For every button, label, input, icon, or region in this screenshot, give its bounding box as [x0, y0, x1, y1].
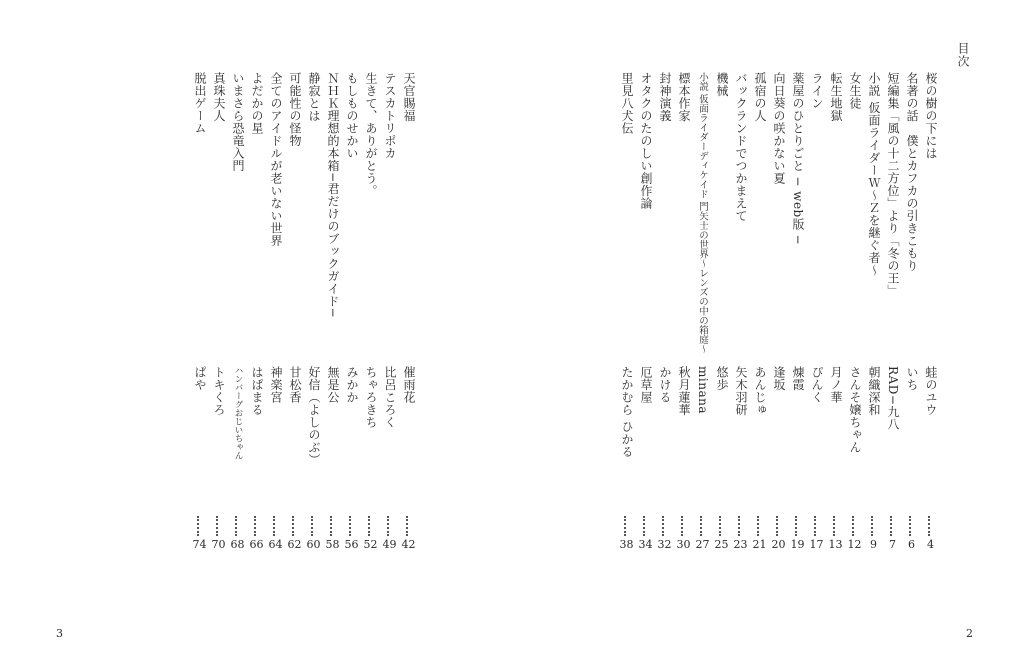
dot-leader: [311, 516, 315, 536]
right-page-entries: [608, 72, 940, 562]
entry-title: 女生徒: [848, 72, 862, 110]
entry-author: 逢坂: [772, 366, 786, 391]
entry-title: ＮＨＫ理想的本箱−君だけのブックガイド−: [326, 72, 340, 319]
toc-entry[interactable]: [285, 72, 304, 562]
entry-page-number: 58: [325, 538, 340, 551]
entry-author: みかか: [345, 366, 359, 404]
entry-page-number: 52: [363, 538, 378, 551]
toc-entry[interactable]: [636, 72, 655, 562]
toc-entry[interactable]: [921, 72, 940, 562]
dot-leader: [197, 516, 201, 536]
entry-author: RAD−九八: [886, 366, 900, 431]
dot-leader: [928, 516, 932, 536]
dot-leader: [700, 516, 704, 536]
entry-author: 無是公: [326, 366, 340, 404]
entry-page-number: 20: [771, 538, 786, 551]
toc-entry[interactable]: [902, 72, 921, 562]
entry-author: ちゃろきち: [364, 366, 378, 429]
entry-page-number: 12: [847, 538, 862, 551]
entry-page-number: 30: [676, 538, 691, 551]
entry-page-number: 60: [306, 538, 321, 551]
entry-author: ぱや: [193, 366, 207, 391]
entry-page-number: 13: [828, 538, 843, 551]
dot-leader: [330, 516, 334, 536]
entry-page-number: 19: [790, 538, 805, 551]
dot-leader: [909, 516, 913, 536]
entry-title: 転生地獄: [829, 72, 843, 122]
entry-author: 厄草屋: [639, 366, 653, 404]
toc-entry[interactable]: [731, 72, 750, 562]
entry-author: 催雨花: [402, 366, 416, 404]
dot-leader: [349, 516, 353, 536]
entry-title: 静寂とは: [307, 72, 321, 122]
toc-entry[interactable]: [826, 72, 845, 562]
dot-leader: [387, 516, 391, 536]
entry-page-number: 64: [268, 538, 283, 551]
left-page-entries: [178, 72, 418, 562]
entry-title: よだかの星: [250, 72, 264, 135]
toc-heading: 目次: [956, 42, 970, 68]
toc-entry[interactable]: [399, 72, 418, 562]
entry-title: 薬屋のひとりごと − web版 −: [791, 72, 805, 246]
toc-entry[interactable]: [864, 72, 883, 562]
dot-leader: [643, 516, 647, 536]
entry-title: いまさら恐竜入門: [231, 72, 245, 172]
dot-leader: [795, 516, 799, 536]
entry-page-number: 68: [230, 538, 245, 551]
entry-page-number: 66: [249, 538, 264, 551]
dot-leader: [235, 516, 239, 536]
entry-page-number: 23: [733, 538, 748, 551]
toc-entry[interactable]: [342, 72, 361, 562]
dot-leader: [273, 516, 277, 536]
toc-entry[interactable]: [769, 72, 788, 562]
entry-author: 好信（よしのぶ）: [307, 366, 321, 466]
entry-title: 真珠夫人: [212, 72, 226, 122]
toc-entry[interactable]: [361, 72, 380, 562]
entry-author: 甘松香: [288, 366, 302, 404]
dot-leader: [757, 516, 761, 536]
entry-author: あんじゅ: [753, 366, 767, 416]
entry-title: テスカトリポカ: [383, 72, 397, 160]
dot-leader: [254, 516, 258, 536]
entry-title: 里見八犬伝: [620, 72, 634, 135]
toc-entry[interactable]: [674, 72, 693, 562]
entry-title: 脱出ゲーム: [193, 72, 207, 135]
dot-leader: [216, 516, 220, 536]
dot-leader: [814, 516, 818, 536]
left-page-number: 3: [56, 627, 63, 640]
toc-entry[interactable]: [190, 72, 209, 562]
entry-title: 標本作家: [677, 72, 691, 122]
entry-author: はぱまる: [250, 366, 264, 416]
toc-entry[interactable]: [380, 72, 399, 562]
entry-title: 孤宿の人: [753, 72, 767, 122]
entry-title: 全てのアイドルが老いない世界: [269, 72, 283, 247]
dot-leader: [662, 516, 666, 536]
entry-title: 小説 仮面ライダーディケイド 門矢士の世界〜レンズの中の箱庭〜: [697, 72, 708, 354]
toc-entry[interactable]: [247, 72, 266, 562]
toc-entry[interactable]: [845, 72, 864, 562]
entry-author: さんそ嬢ちゃん: [848, 366, 862, 454]
entry-author: 神楽宮: [269, 366, 283, 404]
entry-page-number: 32: [657, 538, 672, 551]
entry-title: 向日葵の咲かない夏: [772, 72, 786, 185]
entry-title: ライン: [810, 72, 824, 110]
entry-page-number: 21: [752, 538, 767, 551]
entry-page-number: 62: [287, 538, 302, 551]
entry-page-number: 42: [401, 538, 416, 551]
entry-title: 小説 仮面ライダーＷ〜Ｚを継ぐ者〜: [867, 72, 881, 277]
right-page-number: 2: [966, 627, 973, 640]
toc-entry[interactable]: [712, 72, 731, 562]
dot-leader: [852, 516, 856, 536]
toc-entry[interactable]: [228, 72, 247, 562]
entry-title: バックランドでつかまえて: [734, 72, 748, 222]
entry-page-number: 4: [927, 538, 934, 551]
entry-title: 天官賜福: [402, 72, 416, 122]
dot-leader: [890, 516, 894, 536]
entry-author: 朝織深和: [867, 366, 881, 416]
entry-page-number: 17: [809, 538, 824, 551]
entry-page-number: 74: [192, 538, 207, 551]
toc-entry[interactable]: [266, 72, 285, 562]
entry-title: 生きて、ありがとう。: [364, 72, 378, 197]
toc-entry[interactable]: [693, 72, 712, 562]
dot-leader: [406, 516, 410, 536]
entry-title: 可能性の怪物: [288, 72, 302, 147]
entry-title: オタクのたのしい創作論: [639, 72, 653, 210]
entry-author: いち: [905, 366, 919, 391]
toc-entry[interactable]: [883, 72, 902, 562]
entry-author: minana: [696, 366, 710, 414]
entry-title: 封神演義: [658, 72, 672, 122]
entry-title: 機械: [715, 72, 729, 97]
entry-page-number: 70: [211, 538, 226, 551]
toc-entry[interactable]: [617, 72, 636, 562]
dot-leader: [738, 516, 742, 536]
entry-author: ぴんく: [810, 366, 824, 404]
toc-entry[interactable]: [655, 72, 674, 562]
dot-leader: [833, 516, 837, 536]
toc-entry[interactable]: [304, 72, 323, 562]
toc-entry[interactable]: [807, 72, 826, 562]
entry-author: 比呂ころく: [383, 366, 397, 429]
entry-page-number: 34: [638, 538, 653, 551]
dot-leader: [624, 516, 628, 536]
entry-author: かける: [658, 366, 672, 404]
toc-entry[interactable]: [750, 72, 769, 562]
dot-leader: [871, 516, 875, 536]
entry-page-number: 27: [695, 538, 710, 551]
entry-author: 悠歩: [715, 366, 729, 391]
entry-author: たかむら ひかる: [620, 366, 634, 458]
entry-author: 煉霞: [791, 366, 805, 391]
entry-author: 蛙のユウ: [924, 366, 938, 416]
entry-page-number: 9: [870, 538, 877, 551]
entry-page-number: 49: [382, 538, 397, 551]
entry-title: 短編集「風の十二方位」より「冬の王」: [886, 72, 900, 297]
dot-leader: [776, 516, 780, 536]
entry-author: 秋月蓮華: [677, 366, 691, 416]
entry-page-number: 25: [714, 538, 729, 551]
dot-leader: [292, 516, 296, 536]
entry-author: ハンバーグおじいちゃん: [233, 366, 243, 460]
dot-leader: [368, 516, 372, 536]
dot-leader: [681, 516, 685, 536]
entry-author: 月ノ華: [829, 366, 843, 404]
toc-entry[interactable]: [209, 72, 228, 562]
entry-page-number: 7: [889, 538, 896, 551]
entry-title: 桜の樹の下には: [924, 72, 938, 160]
entry-author: トキくろ: [212, 366, 226, 416]
toc-entry[interactable]: [323, 72, 342, 562]
entry-page-number: 38: [619, 538, 634, 551]
entry-page-number: 56: [344, 538, 359, 551]
entry-page-number: 6: [908, 538, 915, 551]
entry-title: もしものせかい: [345, 72, 359, 160]
dot-leader: [719, 516, 723, 536]
entry-author: 矢木羽研: [734, 366, 748, 416]
toc-entry[interactable]: [788, 72, 807, 562]
entry-title: 名著の話 僕とカフカの引きこもり: [905, 72, 919, 272]
